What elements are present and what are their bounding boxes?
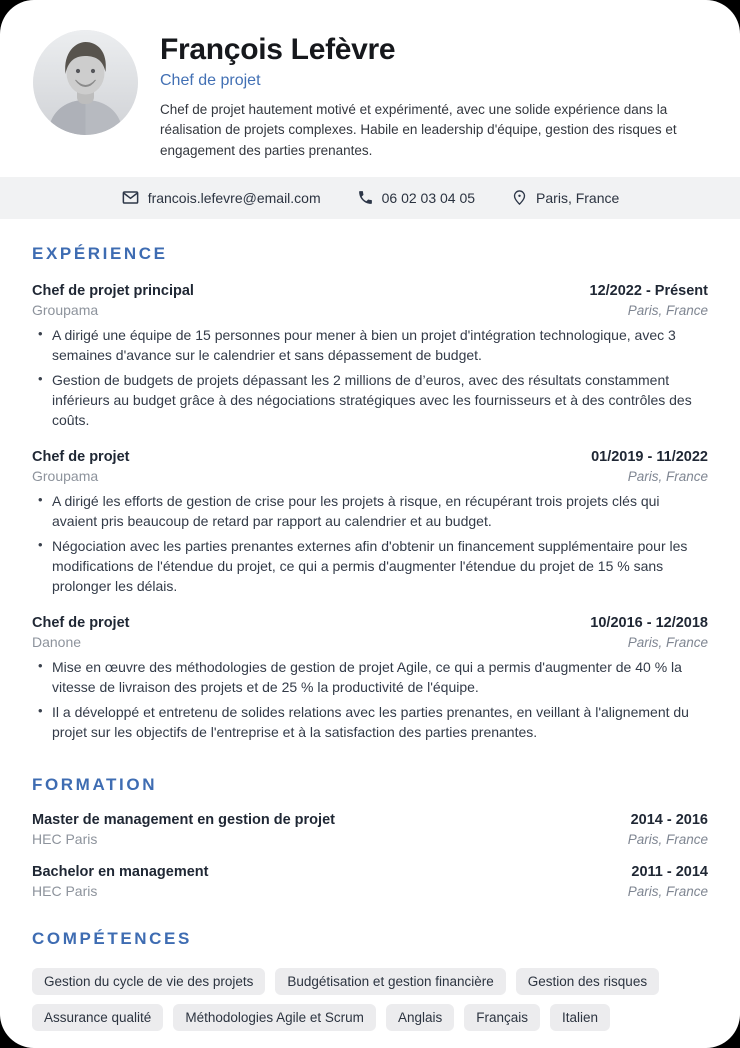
candidate-title: Chef de projet [160,72,261,89]
skill-tag: Assurance qualité [32,1004,163,1031]
resume-body [0,244,740,1031]
phone-icon [357,189,374,206]
header-text-block [160,30,678,161]
job-bullet: • A dirigé une équipe de 15 personnes pour mener à bien un projet d'intégration technologique, avec 3 semaines d'avance sur le calendrier et sans dépassement de budget. [32,325,708,365]
job-company: Groupama [32,467,99,484]
skill-tag: Gestion des risques [516,968,659,995]
skill-tag: Italien [550,1004,610,1031]
job-bullet: • A dirigé les efforts de gestion de crise pour les projets à risque, en récupérant trois projets clés qui avaient pris beaucoup de retard par rapport au calendrier et au budget. [32,491,708,531]
job-location: Paris, France [627,634,708,650]
job-bullet: • Gestion de budgets de projets dépassant les 2 millions de d’euros, avec des résultats constamment inférieurs au budget grâce à des négociations stratégiques avec les fournisseurs et à des contrôles des coûts. [32,370,708,430]
email-icon [121,188,140,207]
school-name: HEC Paris [32,882,98,899]
job-location: Paris, France [627,468,708,484]
job-bullet: • Mise en œuvre des méthodologies de gestion de projet Agile, ce qui a permis d'augmenter de 40 % la vitesse de livraison des projets et de 25 % la productivité de l'équipe. [32,657,708,697]
skill-tag: Budgétisation et gestion financière [275,968,505,995]
job-bullets [32,325,708,430]
degree-title: Master de management en gestion de projet [32,811,335,828]
contact-email [121,188,321,207]
education-entry [32,812,708,847]
job-company: Danone [32,633,82,650]
degree-dates: 2014 - 2016 [630,811,708,828]
candidate-summary: Chef de projet hautement motivé et expérimenté, avec une solide expérience dans la réalisation de projets complexes. Habile en leadership d'équipe, gestion des risques et engagement des parties prenantes. [160,102,677,158]
job-bullets [32,491,708,596]
school-name: HEC Paris [32,830,98,847]
school-location: Paris, France [627,883,708,899]
job-location: Paris, France [627,302,708,318]
job-bullets [32,657,708,742]
job-dates: 01/2019 - 11/2022 [591,448,708,465]
candidate-name: François Lefèvre [160,33,396,66]
contact-location [511,189,619,206]
skill-tag: Français [464,1004,540,1031]
contact-phone [357,189,475,206]
experience-entry [32,449,708,596]
skill-tag: Anglais [386,1004,454,1031]
resume-header [0,0,740,177]
job-dates: 10/2016 - 12/2018 [590,614,708,631]
contact-phone-text: 06 02 03 04 05 [381,189,476,206]
degree-dates: 2011 - 2014 [631,863,708,880]
section-heading-experience: EXPÉRIENCE [32,243,168,263]
skills-tag-list [32,968,708,1031]
location-pin-icon [511,189,528,206]
profile-photo [33,30,138,135]
skill-tag: Gestion du cycle de vie des projets [32,968,265,995]
job-title: Chef de projet [32,448,130,465]
job-bullet: • Il a développé et entretenu de solides relations avec les parties prenantes, en veillant à l'alignement du projet sur les objectifs de l'entreprise et à la satisfaction des parties prenantes. [32,702,708,742]
job-company: Groupama [32,301,99,318]
skill-tag: Méthodologies Agile et Scrum [173,1004,376,1031]
experience-entry [32,615,708,742]
contact-email-text: francois.lefevre@email.com [147,189,321,206]
experience-entry [32,283,708,430]
contact-bar [0,177,740,219]
section-heading-formation: FORMATION [32,774,158,794]
job-dates: 12/2022 - Présent [589,282,708,299]
degree-title: Bachelor en management [32,863,209,880]
contact-location-text: Paris, France [536,189,620,206]
job-title: Chef de projet [32,614,130,631]
section-heading-competences: COMPÉTENCES [32,928,192,948]
education-entry [32,864,708,899]
school-location: Paris, France [627,831,708,847]
job-title: Chef de projet principal [32,282,194,299]
job-bullet: • Négociation avec les parties prenantes externes afin d'obtenir un financement supplémentaire pour les modifications de l'étendue du projet, ce qui a permis d'augmenter l'étendue du projet de 15 % sans prolonger les délais. [32,536,708,596]
